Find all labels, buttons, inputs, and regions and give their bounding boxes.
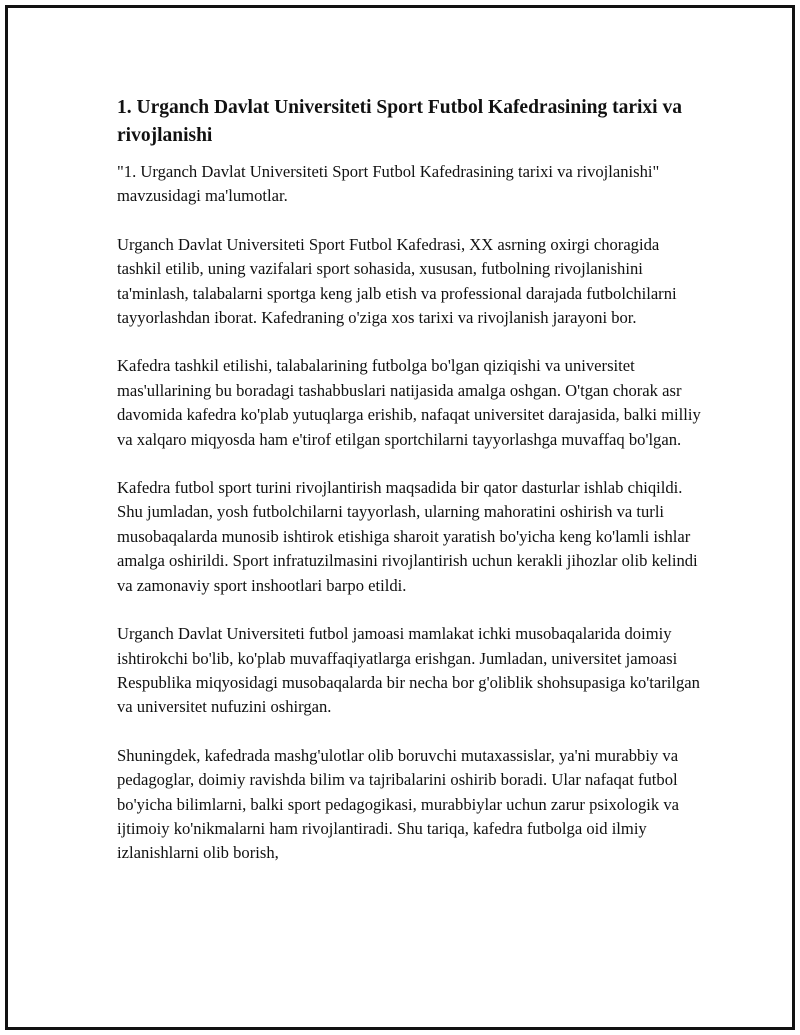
paragraph-team: Urganch Davlat Universiteti futbol jamoasi mamlakat ichki musobaqalarida doimiy ishtirokchi bo'lib, ko'plab muvaffaqiyatlarga erishgan. Jumladan, universitet jamoasi Respublika miqyosidagi musobaqalarda bir necha bor g'oliblik shohsupasiga ko'tarilgan va universitet nufuzini oshirgan. bbox=[117, 624, 700, 717]
paragraph-founding: Kafedra tashkil etilishi, talabalarining futbolga bo'lgan qiziqishi va universitet mas'ullarining bu boradagi tashabbuslari natijasida amalga oshgan. O'tgan chorak asr davomida kafedra ko'plab yutuqlarga erishib, nafaqat universitet darajasida, balki milliy va xalqaro miqyosda ham e'tirof etilgan sportchilarni tayyorlashga muvaffaq bo'lgan. bbox=[117, 356, 701, 449]
paragraph-overview: Urganch Davlat Universiteti Sport Futbol Kafedrasi, XX asrning oxirgi choragida tashkil etilib, uning vazifalari sport sohasida, xususan, futbolning rivojlanishini ta'minlash, talabalarni sportga keng jalb etish va professional darajada futbolchilarni tayyorlashdan iborat. Kafedraning o'ziga xos tarixi va rivojlanish jarayoni bor. bbox=[117, 234, 677, 328]
paragraph-staff: Shuningdek, kafedrada mashg'ulotlar olib boruvchi mutaxassislar, ya'ni murabbiy va pedagoglar, doimiy ravishda bilim va tajribalarini oshirib boradi. Ular nafaqat futbol bo'yicha bilimlarni, balki sport pedagogikasi, murabbiylar uchun zarur psixologik va ijtimoiy ko'nikmalarni ham rivojlantiradi. Shu tariqa, kafedra futbolga oid ilmiy izlanishlarni olib borish, bbox=[117, 745, 679, 863]
document-body bbox=[117, 94, 707, 890]
paragraph-programs: Kafedra futbol sport turini rivojlantirish maqsadida bir qator dasturlar ishlab chiqildi. Shu jumladan, yosh futbolchilarni tayyorlash, ularning mahoratini oshirish va turli musobaqalarda munosib ishtirok etishiga sharoit yaratish bo'yicha keng ko'lamli ishlar amalga oshirildi. Sport infratuzilmasini rivojlantirish uchun kerakli jihozlar olib kelindi va zamonaviy sport inshootlari barpo etildi. bbox=[117, 478, 698, 595]
paragraph-intro: "1. Urganch Davlat Universiteti Sport Futbol Kafedrasining tarixi va rivojlanishi" mavzusidagi ma'lumotlar. bbox=[117, 162, 660, 206]
section-heading: 1. Urganch Davlat Universiteti Sport Futbol Kafedrasining tarixi va rivojlanishi bbox=[117, 97, 682, 146]
